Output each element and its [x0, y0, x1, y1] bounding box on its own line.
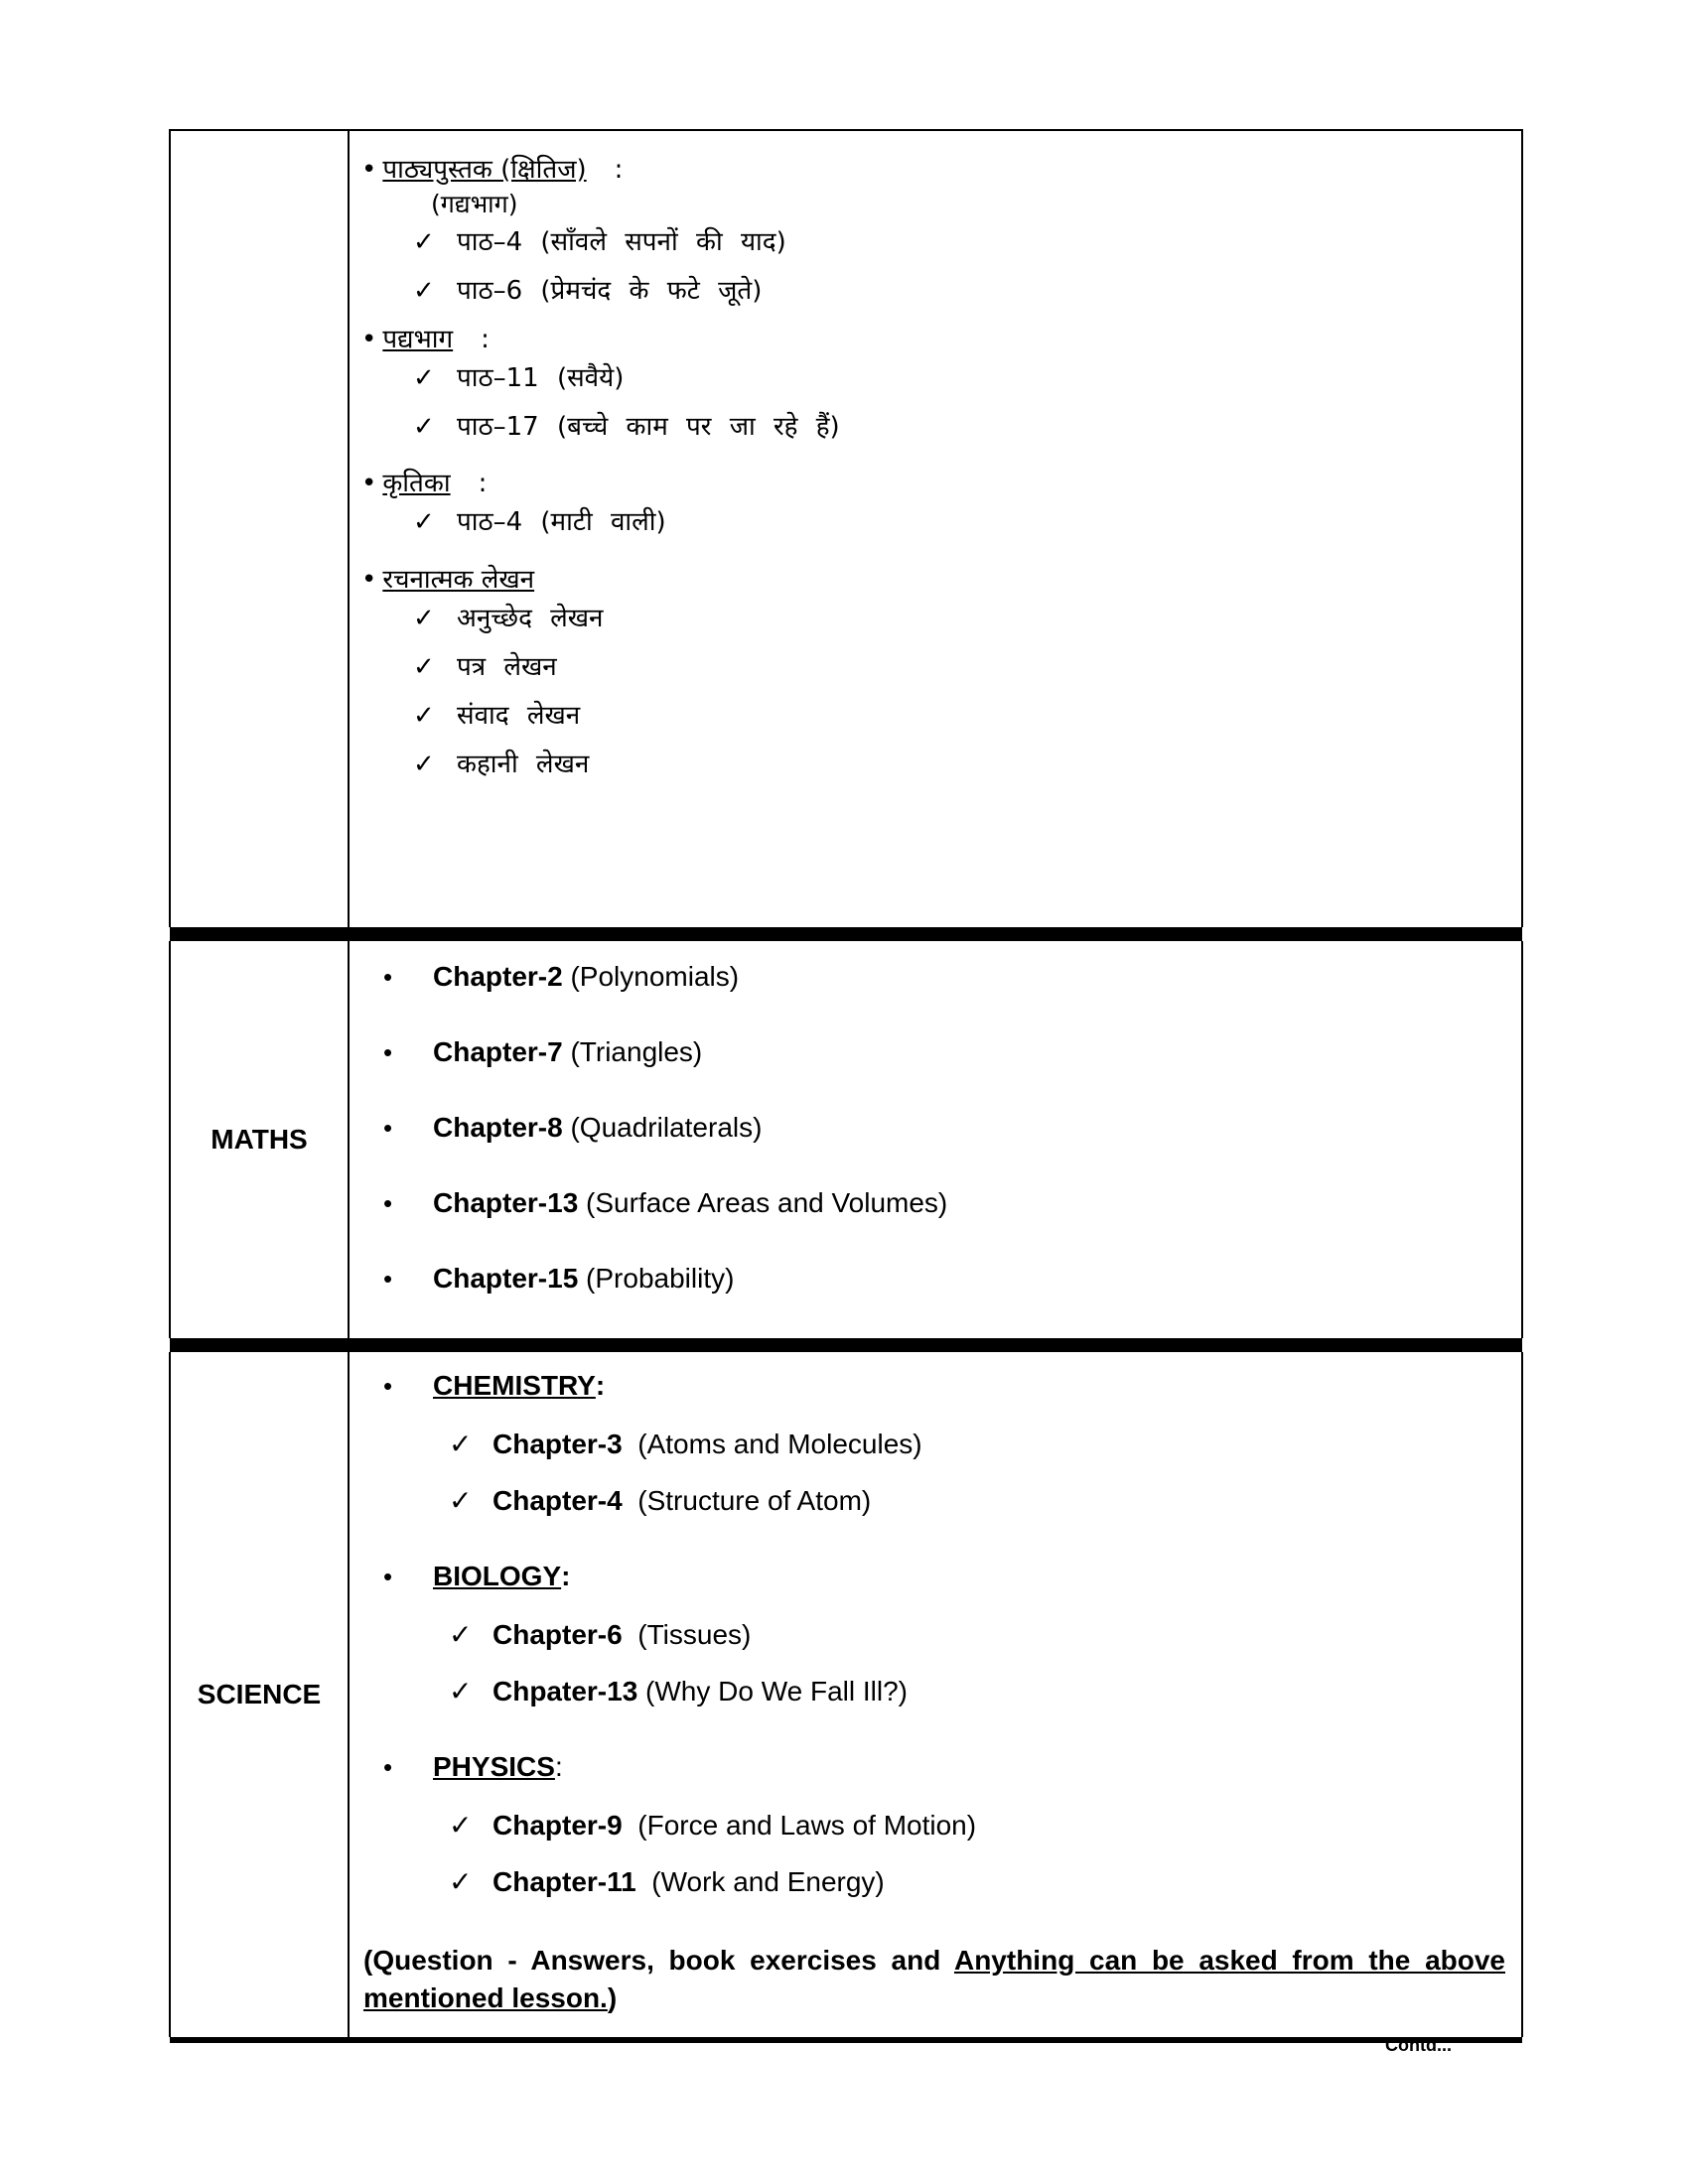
- list-item: ✓ Chapter-9 (Force and Laws of Motion): [449, 1809, 977, 1842]
- bullet-icon: •: [361, 564, 377, 595]
- checkmark-icon: ✓: [449, 1484, 473, 1517]
- list-item: • Chapter-7 (Triangles): [383, 1036, 703, 1067]
- checkmark-icon: ✓: [449, 1865, 473, 1898]
- checkmark-icon: ✓: [413, 412, 435, 443]
- poetry-heading: • पद्यभाग :: [361, 323, 1521, 357]
- kritika-heading: • कृतिका :: [361, 467, 1521, 501]
- bullet-icon: •: [383, 1752, 393, 1782]
- list-item: ✓ पाठ–6 (प्रेमचंद के फटे जूते): [413, 274, 1521, 309]
- maths-chapter-list: [383, 961, 1521, 1338]
- maths-subject-label: MATHS: [170, 941, 349, 1338]
- chemistry-heading: • CHEMISTRY :: [383, 1370, 606, 1401]
- checkmark-icon: ✓: [413, 507, 435, 538]
- prose-list: [361, 225, 1521, 309]
- kritika-list: [361, 505, 1521, 540]
- bullet-icon: •: [383, 1371, 393, 1401]
- list-item: • Chapter-13 (Surface Areas and Volumes): [383, 1187, 948, 1218]
- poetry-list: [361, 361, 1521, 445]
- bullet-icon: •: [383, 1113, 393, 1143]
- biology-heading: • BIOLOGY :: [383, 1561, 571, 1591]
- bullet-icon: •: [383, 1562, 393, 1591]
- list-item: • Chapter-15 (Probability): [383, 1263, 735, 1294]
- prose-subheading: (गद्यभाग): [431, 190, 518, 219]
- hindi-content-cell: [349, 130, 1522, 927]
- row-divider: [170, 1338, 1522, 1352]
- hindi-subject-cell: [170, 130, 349, 927]
- list-item: ✓ Chapter-4 (Structure of Atom): [449, 1484, 872, 1517]
- maths-row: [170, 941, 1522, 1338]
- checkmark-icon: ✓: [449, 1618, 473, 1651]
- list-item: ✓ पत्र लेखन: [413, 650, 1521, 685]
- list-item: ✓ Chpater-13 (Why Do We Fall Ill?): [449, 1675, 909, 1707]
- list-item: ✓ पाठ–17 (बच्चे काम पर जा रहे हैं): [413, 410, 1521, 445]
- checkmark-icon: ✓: [449, 1809, 473, 1842]
- list-item: ✓ Chapter-11 (Work and Energy): [449, 1865, 885, 1898]
- table-bottom-border: [170, 2037, 1522, 2043]
- checkmark-icon: ✓: [449, 1675, 473, 1707]
- bullet-icon: •: [361, 325, 377, 355]
- bullet-icon: •: [383, 1188, 393, 1218]
- science-content-cell: [349, 1352, 1522, 2037]
- list-item: ✓ Chapter-6 (Tissues): [449, 1618, 752, 1651]
- maths-content-cell: [349, 941, 1522, 1338]
- list-item: ✓ कहानी लेखन: [413, 748, 1521, 782]
- checkmark-icon: ✓: [449, 1428, 473, 1460]
- list-item: ✓ अनुच्छेद लेखन: [413, 602, 1521, 636]
- bullet-icon: •: [361, 469, 377, 499]
- list-item: • Chapter-8 (Quadrilaterals): [383, 1112, 763, 1143]
- checkmark-icon: ✓: [413, 749, 435, 779]
- checkmark-icon: ✓: [413, 603, 435, 633]
- list-item: ✓ पाठ–4 (माटी वाली): [413, 505, 1521, 540]
- list-item: ✓ पाठ–11 (सवैये): [413, 361, 1521, 396]
- list-item: ✓ Chapter-3 (Atoms and Molecules): [449, 1428, 922, 1460]
- list-item: • Chapter-2 (Polynomials): [383, 961, 740, 992]
- row-divider: [170, 927, 1522, 941]
- biology-list: [363, 1618, 1505, 1731]
- physics-heading: • PHYSICS :: [383, 1751, 563, 1782]
- writing-heading: • रचनात्मक लेखन: [361, 563, 1521, 598]
- chemistry-list: [363, 1428, 1505, 1541]
- checkmark-icon: ✓: [413, 651, 435, 682]
- science-note: (Question - Answers, book exercises and Anything can be asked from the above mentioned lesson.): [363, 1945, 1505, 2013]
- writing-list: [361, 602, 1521, 782]
- continued-label: Contd...: [1385, 2035, 1452, 2055]
- checkmark-icon: ✓: [413, 275, 435, 306]
- checkmark-icon: ✓: [413, 226, 435, 257]
- checkmark-icon: ✓: [413, 363, 435, 394]
- syllabus-table: [169, 129, 1523, 2043]
- checkmark-icon: ✓: [413, 700, 435, 731]
- hindi-row: [170, 130, 1522, 927]
- list-item: ✓ पाठ–4 (साँवले सपनों की याद): [413, 225, 1521, 260]
- bullet-icon: •: [383, 1264, 393, 1294]
- physics-list: [363, 1809, 1505, 1922]
- science-subject-label: SCIENCE: [170, 1352, 349, 2037]
- science-row: [170, 1352, 1522, 2037]
- textbook-heading: • पाठ्यपुस्तक (क्षितिज) :: [361, 153, 1521, 188]
- bullet-icon: •: [383, 962, 393, 992]
- list-item: ✓ संवाद लेखन: [413, 699, 1521, 734]
- bullet-icon: •: [383, 1037, 393, 1067]
- bullet-icon: •: [361, 155, 377, 185]
